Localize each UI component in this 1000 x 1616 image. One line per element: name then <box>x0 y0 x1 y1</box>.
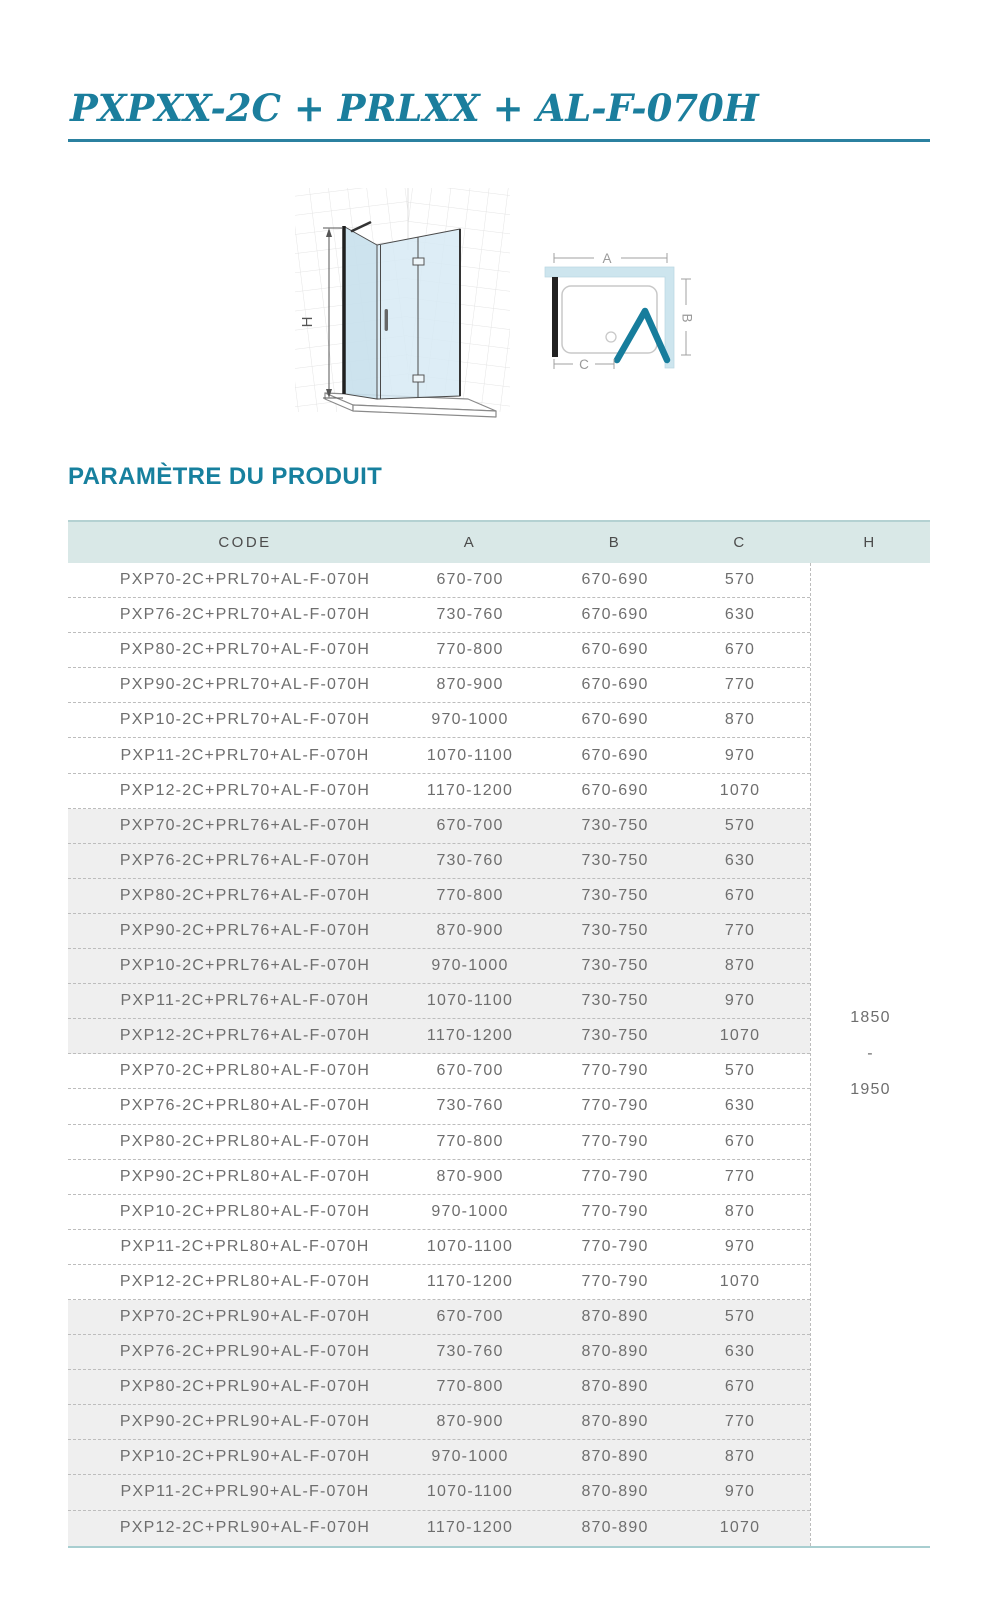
cell-code: PXP90-2C+PRL70+AL-F-070H <box>119 676 371 694</box>
cell-a: 1170-1200 <box>426 1027 514 1045</box>
cell-a: 870-900 <box>436 1413 504 1431</box>
header-b: B <box>608 534 622 551</box>
cell-c: 570 <box>724 1062 756 1080</box>
cell-code: PXP90-2C+PRL80+AL-F-070H <box>119 1167 371 1185</box>
cell-code: PXP10-2C+PRL80+AL-F-070H <box>119 1202 371 1220</box>
cell-c: 630 <box>724 1343 756 1361</box>
header-h: H <box>863 534 877 551</box>
cell-a: 770-800 <box>436 1132 504 1150</box>
cell-b: 670-690 <box>581 746 649 764</box>
cell-c: 630 <box>724 606 756 624</box>
parameters-table <box>68 520 930 1548</box>
cell-b: 770-790 <box>581 1167 649 1185</box>
cell-b: 730-750 <box>581 851 649 869</box>
cell-code: PXP76-2C+PRL80+AL-F-070H <box>119 1097 371 1115</box>
cell-b: 770-790 <box>581 1132 649 1150</box>
cell-a: 730-760 <box>436 1097 504 1115</box>
cell-c: 970 <box>724 1483 756 1501</box>
cell-b: 870-890 <box>581 1448 649 1466</box>
table-row <box>68 844 810 879</box>
table-row <box>68 1511 810 1546</box>
cell-b: 870-890 <box>581 1483 649 1501</box>
cell-c: 670 <box>724 1132 756 1150</box>
table-row <box>68 1475 810 1510</box>
cell-code: PXP12-2C+PRL90+AL-F-070H <box>119 1519 371 1537</box>
cell-c: 770 <box>724 921 756 939</box>
table-row <box>68 879 810 914</box>
cell-b: 870-890 <box>581 1308 649 1326</box>
table-row <box>68 738 810 773</box>
cell-b: 870-890 <box>581 1343 649 1361</box>
table-row <box>68 598 810 633</box>
cell-a: 1070-1100 <box>426 992 514 1010</box>
cell-b: 670-690 <box>581 711 649 729</box>
dim-label-b: B <box>679 313 695 323</box>
table-row <box>68 1019 810 1054</box>
cell-c: 1070 <box>719 1519 761 1537</box>
table-row <box>68 563 810 598</box>
cell-code: PXP90-2C+PRL76+AL-F-070H <box>119 921 371 939</box>
cell-c: 1070 <box>719 1027 761 1045</box>
cell-a: 970-1000 <box>431 1202 509 1220</box>
h-value-top: 1850 <box>850 1009 891 1027</box>
cell-a: 730-760 <box>436 606 504 624</box>
cell-code: PXP11-2C+PRL76+AL-F-070H <box>120 992 370 1010</box>
cell-code: PXP11-2C+PRL70+AL-F-070H <box>120 746 370 764</box>
cell-c: 630 <box>724 851 756 869</box>
cell-c: 870 <box>724 1448 756 1466</box>
table-header-row <box>68 520 930 563</box>
table-row <box>68 1265 810 1300</box>
cell-a: 670-700 <box>436 1308 504 1326</box>
cell-a: 870-900 <box>436 676 504 694</box>
cell-c: 770 <box>724 676 756 694</box>
cell-b: 770-790 <box>581 1062 649 1080</box>
cell-a: 970-1000 <box>431 1448 509 1466</box>
h-column-merged-cell <box>810 563 930 1546</box>
table-row <box>68 668 810 703</box>
cell-a: 870-900 <box>436 921 504 939</box>
cell-b: 730-750 <box>581 992 649 1010</box>
table-rows <box>68 563 810 1546</box>
cell-code: PXP76-2C+PRL70+AL-F-070H <box>119 606 371 624</box>
cell-a: 970-1000 <box>431 957 509 975</box>
cell-a: 1070-1100 <box>426 1483 514 1501</box>
cell-c: 1070 <box>719 781 761 799</box>
cell-c: 970 <box>724 746 756 764</box>
cell-c: 570 <box>724 1308 756 1326</box>
table-row <box>68 809 810 844</box>
header-code: CODE <box>218 534 272 551</box>
glass-side-panel <box>345 227 377 399</box>
table-body <box>68 563 930 1548</box>
table-row <box>68 703 810 738</box>
table-row <box>68 1054 810 1089</box>
dim-label-a: A <box>602 251 612 266</box>
cell-code: PXP70-2C+PRL70+AL-F-070H <box>119 571 371 589</box>
cell-b: 730-750 <box>581 1027 649 1045</box>
cell-c: 970 <box>724 1237 756 1255</box>
cell-a: 670-700 <box>436 1062 504 1080</box>
cell-code: PXP90-2C+PRL90+AL-F-070H <box>119 1413 371 1431</box>
cell-code: PXP80-2C+PRL76+AL-F-070H <box>119 886 371 904</box>
cell-code: PXP70-2C+PRL76+AL-F-070H <box>119 816 371 834</box>
cell-a: 1170-1200 <box>426 1272 514 1290</box>
table-row <box>68 984 810 1019</box>
top-view-diagram <box>545 251 694 372</box>
cell-c: 670 <box>724 1378 756 1396</box>
cell-a: 730-760 <box>436 1343 504 1361</box>
table-row <box>68 633 810 668</box>
table-row <box>68 1195 810 1230</box>
table-row <box>68 1089 810 1124</box>
fixed-panel-top-view <box>552 277 558 357</box>
cell-a: 1170-1200 <box>426 781 514 799</box>
door-handle <box>385 309 388 331</box>
cell-code: PXP80-2C+PRL90+AL-F-070H <box>119 1378 371 1396</box>
cell-b: 670-690 <box>581 676 649 694</box>
cell-b: 770-790 <box>581 1097 649 1115</box>
cell-a: 1170-1200 <box>426 1519 514 1537</box>
h-value-bottom: 1950 <box>850 1081 891 1099</box>
h-value-separator: - <box>867 1045 874 1063</box>
cell-b: 770-790 <box>581 1202 649 1220</box>
table-row <box>68 1230 810 1265</box>
cell-c: 970 <box>724 992 756 1010</box>
cell-a: 770-800 <box>436 886 504 904</box>
table-row <box>68 1405 810 1440</box>
section-title: PARAMÈTRE DU PRODUIT <box>68 463 383 490</box>
cell-c: 870 <box>724 1202 756 1220</box>
cell-b: 870-890 <box>581 1519 649 1537</box>
cell-b: 670-690 <box>581 606 649 624</box>
cell-code: PXP10-2C+PRL90+AL-F-070H <box>119 1448 371 1466</box>
cell-a: 670-700 <box>436 571 504 589</box>
cell-b: 730-750 <box>581 816 649 834</box>
table-row <box>68 949 810 984</box>
cell-b: 730-750 <box>581 886 649 904</box>
cell-b: 770-790 <box>581 1237 649 1255</box>
cell-code: PXP70-2C+PRL80+AL-F-070H <box>119 1062 371 1080</box>
cell-b: 770-790 <box>581 1272 649 1290</box>
table-row <box>68 1440 810 1475</box>
table-row <box>68 1370 810 1405</box>
cell-c: 570 <box>724 571 756 589</box>
cell-a: 770-800 <box>436 641 504 659</box>
page-title: PXPXX-2C + PRLXX + AL-F-070H <box>70 86 759 130</box>
table-row <box>68 1125 810 1160</box>
cell-b: 730-750 <box>581 957 649 975</box>
cell-c: 870 <box>724 711 756 729</box>
cell-c: 870 <box>724 957 756 975</box>
cell-code: PXP10-2C+PRL76+AL-F-070H <box>119 957 371 975</box>
table-row <box>68 1335 810 1370</box>
cell-code: PXP12-2C+PRL70+AL-F-070H <box>119 781 371 799</box>
cell-c: 770 <box>724 1413 756 1431</box>
cell-c: 1070 <box>719 1272 761 1290</box>
cell-code: PXP12-2C+PRL80+AL-F-070H <box>119 1272 371 1290</box>
isometric-view-diagram <box>295 188 510 417</box>
cell-b: 670-690 <box>581 641 649 659</box>
cell-c: 670 <box>724 886 756 904</box>
door-hinge-bottom <box>413 375 424 382</box>
cell-c: 570 <box>724 816 756 834</box>
cell-code: PXP76-2C+PRL90+AL-F-070H <box>119 1343 371 1361</box>
cell-b: 870-890 <box>581 1378 649 1396</box>
cell-code: PXP11-2C+PRL90+AL-F-070H <box>120 1483 370 1501</box>
cell-code: PXP76-2C+PRL76+AL-F-070H <box>119 851 371 869</box>
cell-c: 770 <box>724 1167 756 1185</box>
table-row <box>68 914 810 949</box>
table-row <box>68 774 810 809</box>
cell-c: 670 <box>724 641 756 659</box>
product-diagrams <box>280 180 710 430</box>
cell-b: 670-690 <box>581 781 649 799</box>
table-row <box>68 1160 810 1195</box>
table-row <box>68 1300 810 1335</box>
cell-code: PXP12-2C+PRL76+AL-F-070H <box>119 1027 371 1045</box>
cell-a: 770-800 <box>436 1378 504 1396</box>
cell-code: PXP70-2C+PRL90+AL-F-070H <box>119 1308 371 1326</box>
cell-code: PXP80-2C+PRL80+AL-F-070H <box>119 1132 371 1150</box>
dim-label-h: H <box>299 316 316 328</box>
cell-a: 1070-1100 <box>426 746 514 764</box>
cell-c: 630 <box>724 1097 756 1115</box>
cell-a: 1070-1100 <box>426 1237 514 1255</box>
cell-b: 870-890 <box>581 1413 649 1431</box>
cell-code: PXP11-2C+PRL80+AL-F-070H <box>120 1237 370 1255</box>
door-hinge-top <box>413 258 424 265</box>
cell-code: PXP10-2C+PRL70+AL-F-070H <box>119 711 371 729</box>
cell-b: 730-750 <box>581 921 649 939</box>
cell-a: 870-900 <box>436 1167 504 1185</box>
cell-b: 670-690 <box>581 571 649 589</box>
cell-code: PXP80-2C+PRL70+AL-F-070H <box>119 641 371 659</box>
dim-label-c: C <box>579 357 589 372</box>
header-c: C <box>733 534 747 551</box>
cell-a: 970-1000 <box>431 711 509 729</box>
cell-a: 730-760 <box>436 851 504 869</box>
title-underline <box>68 139 930 142</box>
cell-a: 670-700 <box>436 816 504 834</box>
header-a: A <box>463 534 477 551</box>
